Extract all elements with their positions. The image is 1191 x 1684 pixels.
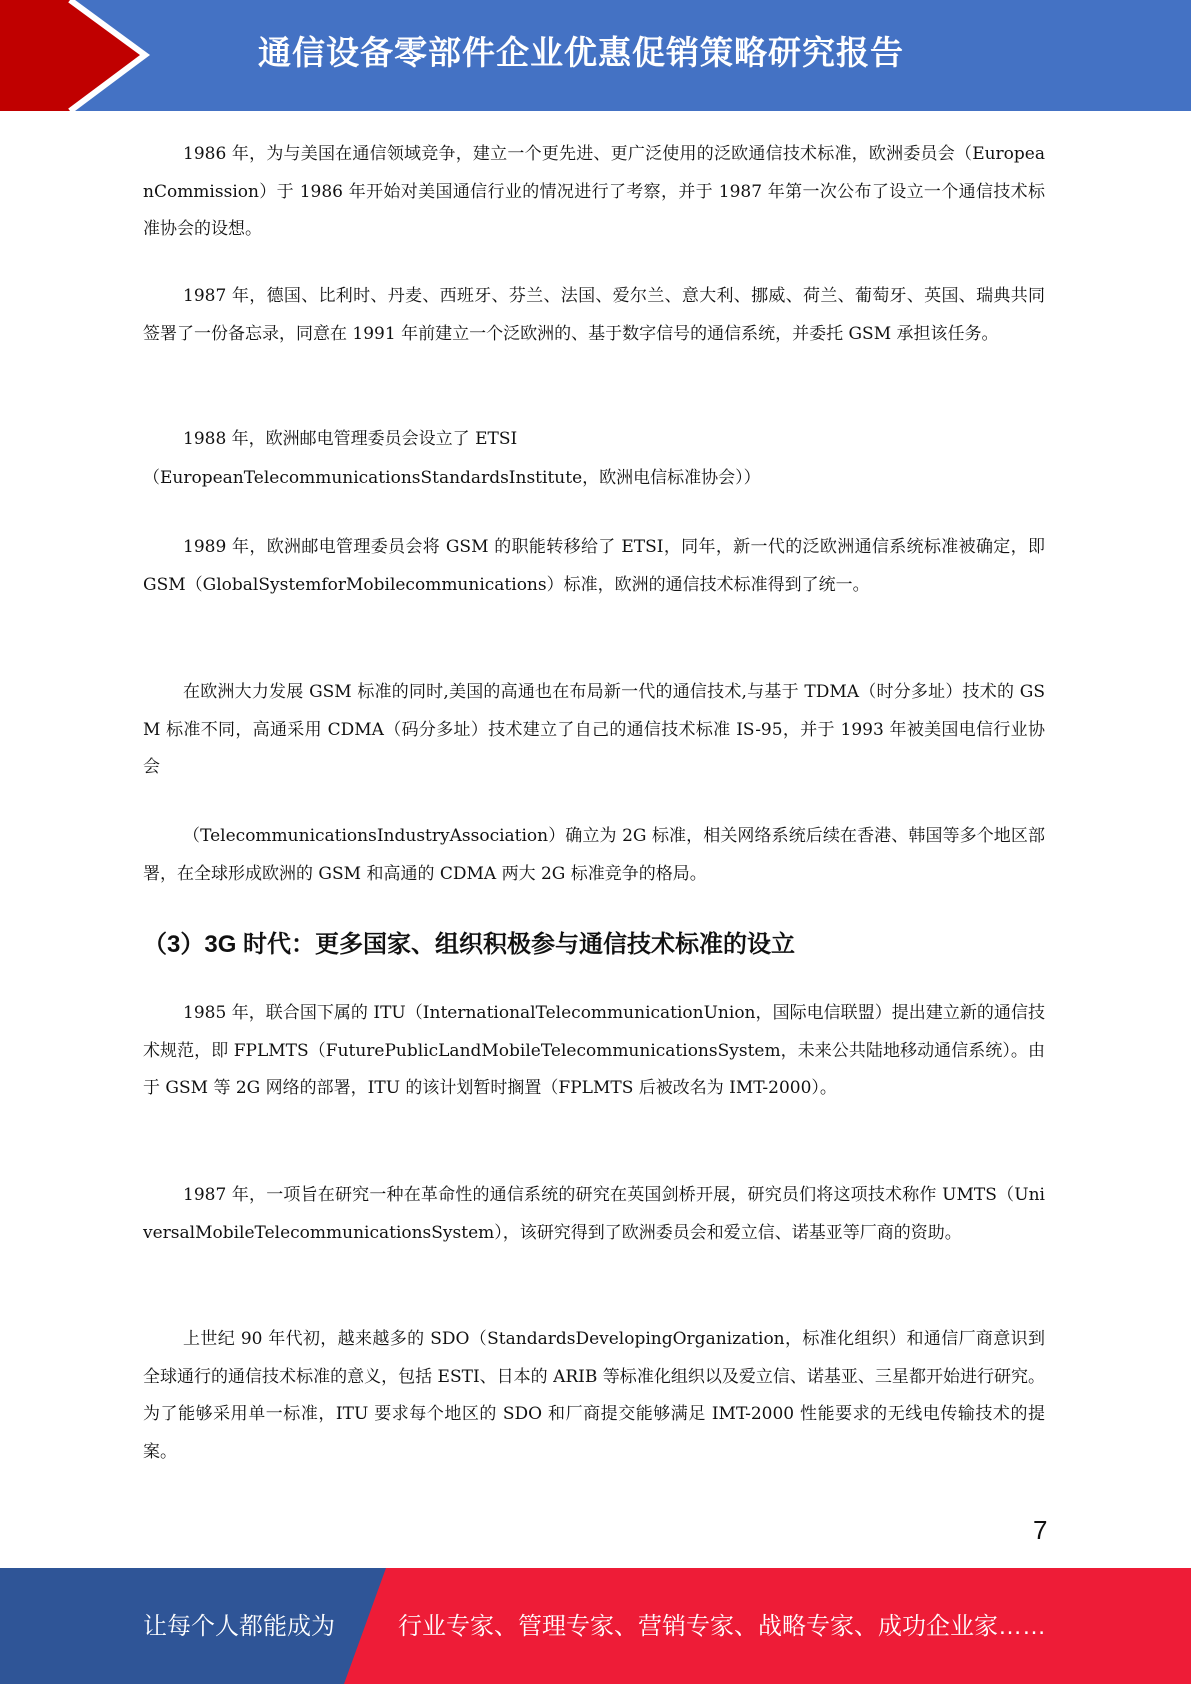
- paragraph: 1985 年，联合国下属的 ITU（InternationalTelecommunicationUnion，国际电信联盟）提出建立新的通信技术规范，即 FPLMTS（FuturePublicLandMobileTelecommunicationsSystem，未来公共陆地移动通信系统）。由于 GSM 等 2G 网络的部署，ITU 的该计划暂时搁置（FPLMTS 后被改名为 IMT-2000）。: [143, 1003, 1045, 1098]
- footer-slogan-left: 让每个人都能成为: [143, 1613, 335, 1640]
- page-header: [0, 0, 1191, 111]
- paragraph: （TelecommunicationsIndustryAssociation）确立为 2G 标准，相关网络系统后续在香港、韩国等多个地区部署，在全球形成欧洲的 GSM 和高通的 CDMA 两大 2G 标准竞争的格局。: [143, 826, 1045, 884]
- paragraph: 上世纪 90 年代初，越来越多的 SDO（StandardsDevelopingOrganization，标准化组织）和通信厂商意识到全球通行的通信技术标准的意义，包括 ESTI、日本的 ARIB 等标准化组织以及爱立信、诺基亚、三星都开始进行研究。为了能够采用单一标准，ITU 要求每个地区的 SDO 和厂商提交能够满足 IMT-2000 性能要求的无线电传输技术的提案。: [143, 1329, 1045, 1462]
- page-number: 7: [1033, 1515, 1048, 1545]
- chevron-arrow-icon: [0, 0, 160, 111]
- section-heading: （3）3G 时代：更多国家、组织积极参与通信技术标准的设立: [143, 931, 796, 958]
- footer-slogan-right: 行业专家、管理专家、营销专家、战略专家、成功企业家……: [398, 1613, 1046, 1640]
- paragraph: （EuropeanTelecommunicationsStandardsInstitute，欧洲电信标准协会））: [143, 468, 761, 488]
- paragraph: 1986 年，为与美国在通信领域竞争，建立一个更先进、更广泛使用的泛欧通信技术标准，欧洲委员会（EuropeanCommission）于 1986 年开始对美国通信行业的情况进行了考察，并于 1987 年第一次公布了设立一个通信技术标准协会的设想。: [143, 144, 1045, 239]
- report-title: 通信设备零部件企业优惠促销策略研究报告: [258, 34, 904, 71]
- paragraph: 1989 年，欧洲邮电管理委员会将 GSM 的职能转移给了 ETSI，同年，新一代的泛欧洲通信系统标准被确定，即 GSM（GlobalSystemforMobilecommunications）标准，欧洲的通信技术标准得到了统一。: [143, 537, 1045, 595]
- paragraph: 1987 年，一项旨在研究一种在革命性的通信系统的研究在英国剑桥开展，研究员们将这项技术称作 UMTS（UniversalMobileTelecommunicationsSystem），该研究得到了欧洲委员会和爱立信、诺基亚等厂商的资助。: [143, 1185, 1045, 1243]
- paragraph: 1988 年，欧洲邮电管理委员会设立了 ETSI: [183, 429, 518, 449]
- paragraph: 1987 年，德国、比利时、丹麦、西班牙、芬兰、法国、爱尔兰、意大利、挪威、荷兰、葡萄牙、英国、瑞典共同签署了一份备忘录，同意在 1991 年前建立一个泛欧洲的、基于数字信号的通信系统，并委托 GSM 承担该任务。: [143, 286, 1045, 344]
- paragraph: 在欧洲大力发展 GSM 标准的同时,美国的高通也在布局新一代的通信技术,与基于 TDMA（时分多址）技术的 GSM 标准不同，高通采用 CDMA（码分多址）技术建立了自己的通信技术标准 IS-95，并于 1993 年被美国电信行业协会: [143, 682, 1045, 777]
